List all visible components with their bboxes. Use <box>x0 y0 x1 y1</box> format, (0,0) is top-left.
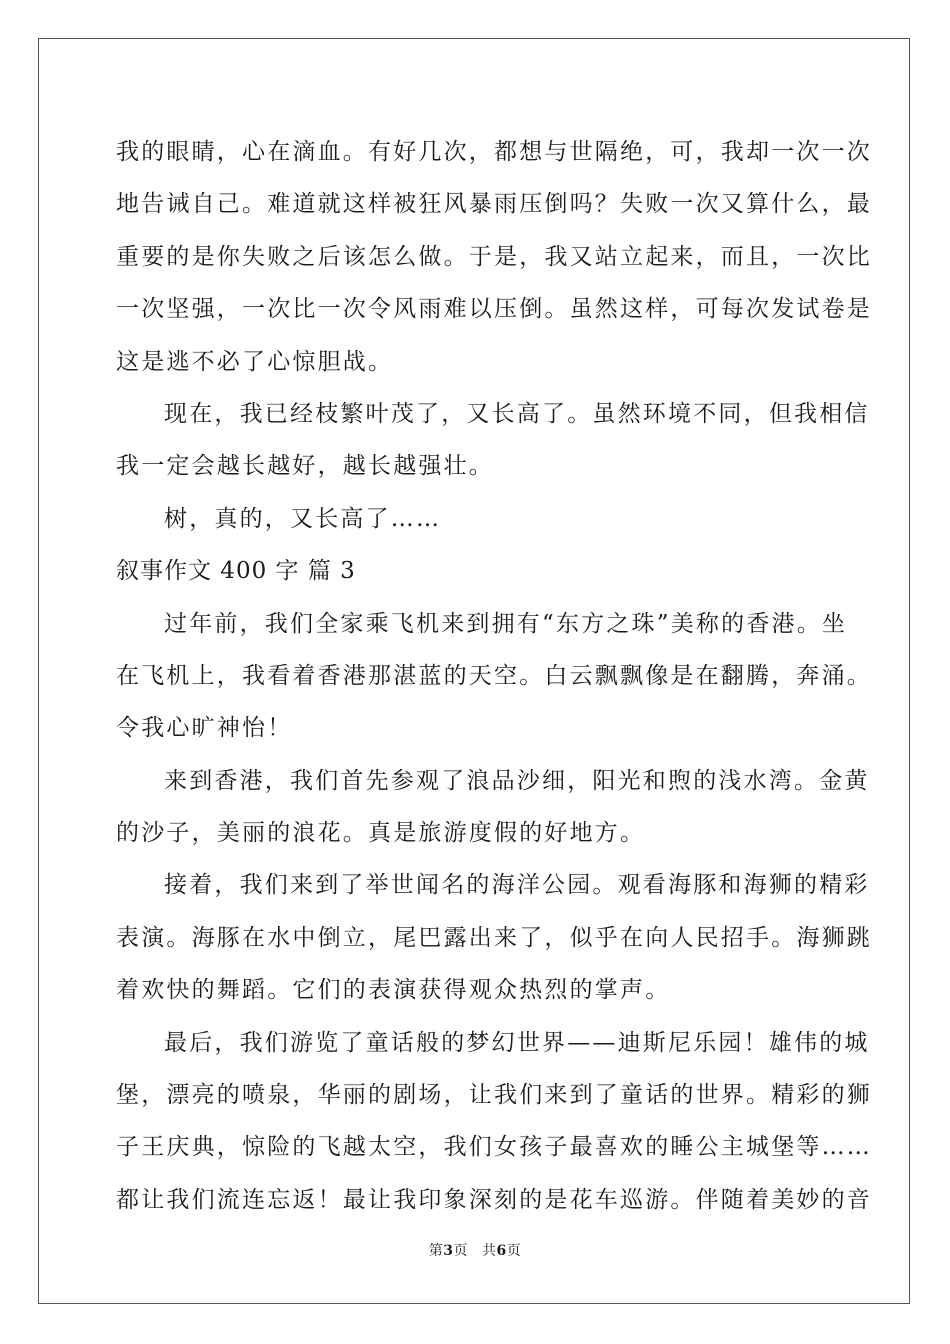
text-line: 都让我们流连忘返！最让我印象深刻的是花车巡游。伴随着美妙的音 <box>116 1186 872 1213</box>
text-line: 地告诫自己。难道就这样被狂风暴雨压倒吗？失败一次又算什么，最 <box>116 191 872 218</box>
text-line: 重要的是你失败之后该怎么做。于是，我又站立起来，而且，一次比 <box>116 243 872 270</box>
text-line: 的沙子，美丽的浪花。真是旅游度假的好地方。 <box>116 820 646 847</box>
text-line: 子王庆典，惊险的飞越太空，我们女孩子最喜欢的睡公主城堡等…… <box>116 1134 872 1161</box>
text-line: 一次坚强，一次比一次令风雨难以压倒。虽然这样，可每次发试卷是 <box>116 296 872 323</box>
paragraph-first-line: 来到香港，我们首先参观了浪品沙细，阳光和煦的浅水湾。金黄 <box>164 767 870 794</box>
page-footer <box>0 1240 950 1260</box>
text-line: 着欢快的舞蹈。它们的表演获得观众热烈的掌声。 <box>116 977 671 1004</box>
page-number: 第3页 <box>428 1243 468 1259</box>
text-line: 这是逃不必了心惊胆战。 <box>116 348 394 375</box>
document-body <box>116 126 872 1226</box>
paragraph-first-line: 最后，我们游览了童话般的梦幻世界——迪斯尼乐园！雄伟的城 <box>164 1029 870 1056</box>
text-line: 在飞机上，我看着香港那湛蓝的天空。白云飘飘像是在翻腾，奔涌。 <box>116 662 872 689</box>
paragraph-first-line: 接着，我们来到了举世闻名的海洋公园。观看海豚和海狮的精彩 <box>164 872 870 899</box>
paragraph-first-line: 过年前，我们全家乘飞机来到拥有“东方之珠”美称的香港。坐 <box>164 610 848 637</box>
section-heading: 叙事作文 400 字 篇 3 <box>116 558 356 585</box>
page-total: 共6页 <box>482 1243 522 1259</box>
text-line: 令我心旷神怡！ <box>116 715 293 742</box>
text-line: 我的眼睛，心在滴血。有好几次，都想与世隔绝，可，我却一次一次 <box>116 139 872 165</box>
text-line: 我一定会越长越好，越长越强壮。 <box>116 453 494 480</box>
paragraph-first-line: 树，真的，又长高了…… <box>164 505 442 532</box>
text-line: 堡，漂亮的喷泉，华丽的剧场，让我们来到了童话的世界。精彩的狮 <box>116 1082 872 1109</box>
text-line: 表演。海豚在水中倒立，尾巴露出来了，似乎在向人民招手。海狮跳 <box>116 924 872 951</box>
paragraph-first-line: 现在，我已经枝繁叶茂了，又长高了。虽然环境不同，但我相信 <box>164 400 870 427</box>
